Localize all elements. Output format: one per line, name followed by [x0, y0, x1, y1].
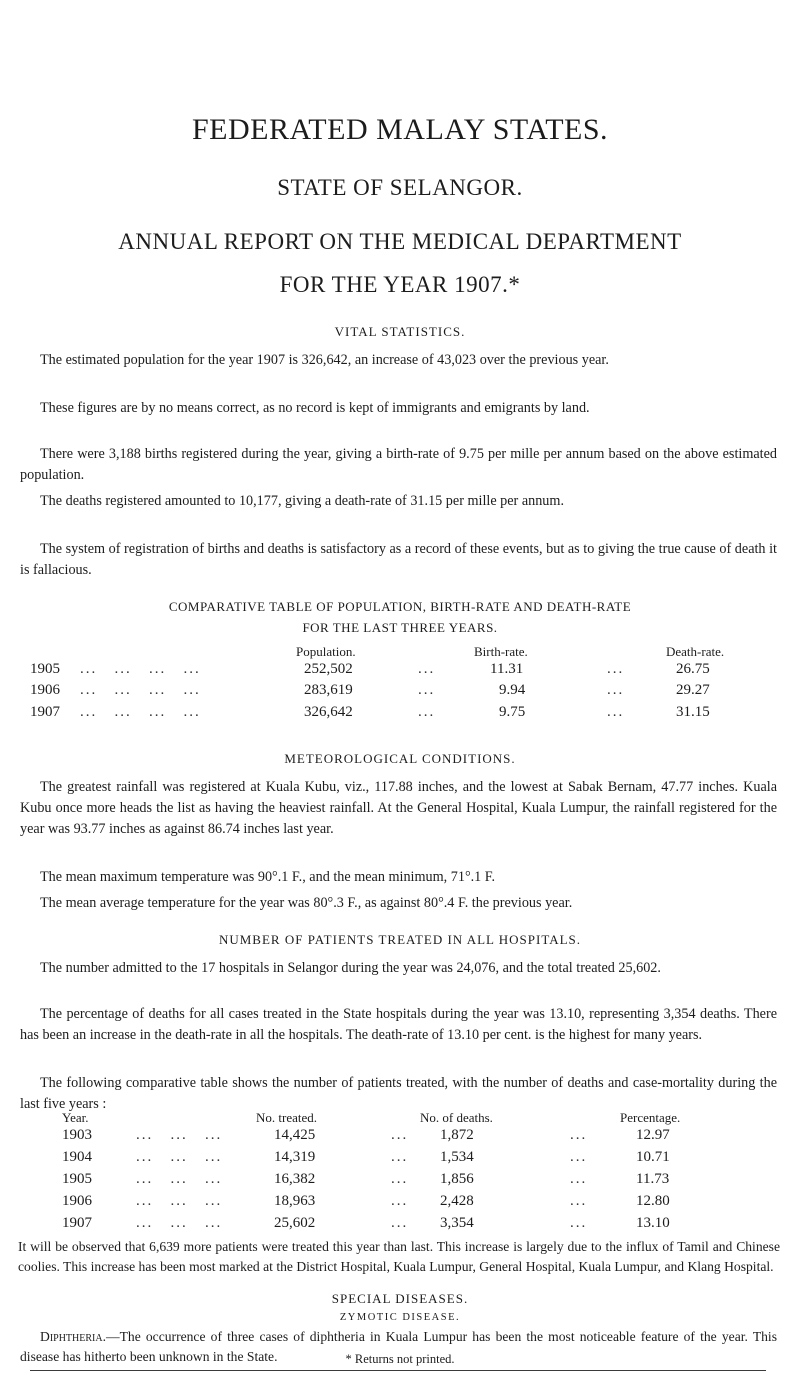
- row-deaths: 1,856: [440, 1171, 474, 1187]
- col-treated: No. treated.: [256, 1110, 318, 1125]
- table-row: [0, 682, 800, 702]
- row-birth-rate: 11.31: [490, 661, 524, 677]
- leader-dots: ...: [607, 661, 625, 677]
- leader-dots: ...: [391, 1171, 409, 1187]
- row-year: 1907: [62, 1215, 92, 1231]
- table-row: [0, 1193, 800, 1213]
- after-table-paragraph: It will be observed that 6,639 more patients were treated this year than last. This increase is largely due to the influx of Tamil and Chinese coolies. This increase has been most marked at the District Hospital, Kuala Lumpur, General Hospital, Kuala Lumpur, and Klang Hospital.: [18, 1238, 780, 1274]
- footnote-divider: [30, 1370, 766, 1371]
- vital-paragraph-5: The system of registration of births and deaths is satisfactory as a record of these events, but as to giving the true cause of death it is fallacious.: [20, 541, 777, 579]
- leader-dots: ...: [391, 1149, 409, 1165]
- zymotic-disease-subheading: ZYMOTIC DISEASE.: [339, 1312, 461, 1323]
- table-row: [0, 1215, 800, 1235]
- row-treated: 18,963: [274, 1193, 316, 1209]
- state-title: STATE OF SELANGOR.: [277, 175, 523, 200]
- row-birth-rate: 9.75: [499, 704, 526, 720]
- row-percentage: 13.10: [636, 1215, 670, 1231]
- patients-paragraph-2: The percentage of deaths for all cases treated in the State hospitals during the year was 13.10, representing 3,354 deaths. There has been an increase in the death-rate in all the hospitals. The death-rate of 13.10 per cent. is the highest for many years.: [20, 1006, 777, 1044]
- report-title-line2: FOR THE YEAR 1907.*: [279, 272, 521, 297]
- table-row: [0, 1171, 800, 1191]
- row-treated: 16,382: [274, 1171, 316, 1187]
- row-percentage: 12.80: [636, 1193, 670, 1209]
- comparative-table-title-1: COMPARATIVE TABLE OF POPULATION, BIRTH-RATE AND DEATH-RATE: [168, 599, 632, 614]
- leader-dots: ... ... ...: [136, 1127, 223, 1143]
- patients-paragraph-1: The number admitted to the 17 hospitals in Selangor during the year was 24,076, and the total treated 25,602.: [40, 960, 661, 977]
- row-year: 1905: [62, 1171, 92, 1187]
- leader-dots: ...: [570, 1149, 588, 1165]
- diphtheria-text: —The occurrence of three cases of diphtheria in Kuala Lumpur has been the most noticeable feature of the year. This disease has hitherto been unknown in the State.: [20, 1328, 777, 1364]
- leader-dots: ...: [570, 1193, 588, 1209]
- special-diseases-heading: SPECIAL DISEASES.: [331, 1291, 469, 1306]
- leader-dots: ...: [570, 1171, 588, 1187]
- row-deaths: 2,428: [440, 1193, 474, 1209]
- row-year: 1906: [30, 682, 60, 698]
- leader-dots: ...: [391, 1193, 409, 1209]
- vital-statistics-heading: VITAL STATISTICS.: [334, 324, 466, 339]
- leader-dots: ... ... ... ...: [80, 661, 201, 677]
- row-death-rate: 26.75: [676, 661, 710, 677]
- leader-dots: ... ... ... ...: [80, 682, 201, 698]
- col-death-rate: Death-rate.: [666, 644, 725, 659]
- vital-paragraph-3: There were 3,188 births registered during the year, giving a birth-rate of 9.75 per mille per annum based on the above estimated population.: [20, 446, 777, 484]
- meteorological-paragraph-3: The mean average temperature for the year was 80°.3 F., as against 80°.4 F. the previous year.: [40, 895, 573, 912]
- vital-paragraph-4: The deaths registered amounted to 10,177, giving a death-rate of 31.15 per mille per annum.: [40, 493, 564, 510]
- row-death-rate: 29.27: [676, 682, 710, 698]
- row-deaths: 1,872: [440, 1127, 474, 1143]
- col-deaths: No. of deaths.: [420, 1110, 493, 1125]
- table-row: [0, 704, 800, 724]
- diphtheria-label: Diphtheria.: [40, 1328, 106, 1344]
- leader-dots: ...: [418, 661, 436, 677]
- row-population: 283,619: [304, 682, 353, 698]
- leader-dots: ...: [418, 704, 436, 720]
- report-title-line1: ANNUAL REPORT ON THE MEDICAL DEPARTMENT: [118, 229, 682, 254]
- col-birth-rate: Birth-rate.: [474, 644, 528, 659]
- row-population: 326,642: [304, 704, 353, 720]
- leader-dots: ...: [607, 704, 625, 720]
- col-percentage: Percentage.: [620, 1110, 681, 1125]
- leader-dots: ... ... ...: [136, 1215, 223, 1231]
- meteorological-paragraph-1: The greatest rainfall was registered at Kuala Kubu, viz., 117.88 inches, and the lowest at Sabak Bernam, 47.77 inches. Kuala Kubu once more heads the list as having the heaviest rainfall. At the General Hospital, Kuala Lumpur, the rainfall registered for the year was 93.77 inches as against 86.74 inches last year.: [20, 779, 777, 838]
- leader-dots: ...: [391, 1215, 409, 1231]
- row-percentage: 11.73: [636, 1171, 670, 1187]
- row-population: 252,502: [304, 661, 353, 677]
- leader-dots: ...: [391, 1127, 409, 1143]
- meteorological-paragraph-2: The mean maximum temperature was 90°.1 F., and the mean minimum, 71°.1 F.: [40, 869, 496, 886]
- comparative-table-title-2: FOR THE LAST THREE YEARS.: [302, 620, 498, 635]
- row-treated: 14,319: [274, 1149, 316, 1165]
- vital-paragraph-1: The estimated population for the year 1907 is 326,642, an increase of 43,023 over the previous year.: [40, 352, 609, 369]
- row-year: 1907: [30, 704, 60, 720]
- col-year: Year.: [62, 1110, 89, 1125]
- federation-title: FEDERATED MALAY STATES.: [191, 113, 609, 146]
- row-deaths: 1,534: [440, 1149, 474, 1165]
- patients-paragraph-3: The following comparative table shows the number of patients treated, with the number of deaths and case-mortality during the last five years :: [20, 1075, 777, 1113]
- row-treated: 14,425: [274, 1127, 316, 1143]
- row-year: 1905: [30, 661, 60, 677]
- row-year: 1906: [62, 1193, 92, 1209]
- row-year: 1904: [62, 1149, 92, 1165]
- table-row: [0, 661, 800, 681]
- row-percentage: 10.71: [636, 1149, 670, 1165]
- row-percentage: 12.97: [636, 1127, 670, 1143]
- patients-heading: NUMBER OF PATIENTS TREATED IN ALL HOSPITALS.: [218, 932, 582, 947]
- leader-dots: ...: [570, 1127, 588, 1143]
- footnote: * Returns not printed.: [345, 1352, 455, 1366]
- row-year: 1903: [62, 1127, 92, 1143]
- leader-dots: ...: [570, 1215, 588, 1231]
- leader-dots: ... ... ...: [136, 1193, 223, 1209]
- row-deaths: 3,354: [440, 1215, 474, 1231]
- leader-dots: ...: [607, 682, 625, 698]
- col-population: Population.: [296, 644, 356, 659]
- table-row: [0, 1127, 800, 1147]
- row-death-rate: 31.15: [676, 704, 710, 720]
- leader-dots: ... ... ... ...: [80, 704, 201, 720]
- vital-paragraph-2: These figures are by no means correct, as no record is kept of immigrants and emigrants by land.: [40, 400, 590, 417]
- meteorological-heading: METEOROLOGICAL CONDITIONS.: [284, 751, 516, 766]
- leader-dots: ... ... ...: [136, 1171, 223, 1187]
- leader-dots: ...: [418, 682, 436, 698]
- row-treated: 25,602: [274, 1215, 316, 1231]
- leader-dots: ... ... ...: [136, 1149, 223, 1165]
- table-row: [0, 1149, 800, 1169]
- row-birth-rate: 9.94: [499, 682, 526, 698]
